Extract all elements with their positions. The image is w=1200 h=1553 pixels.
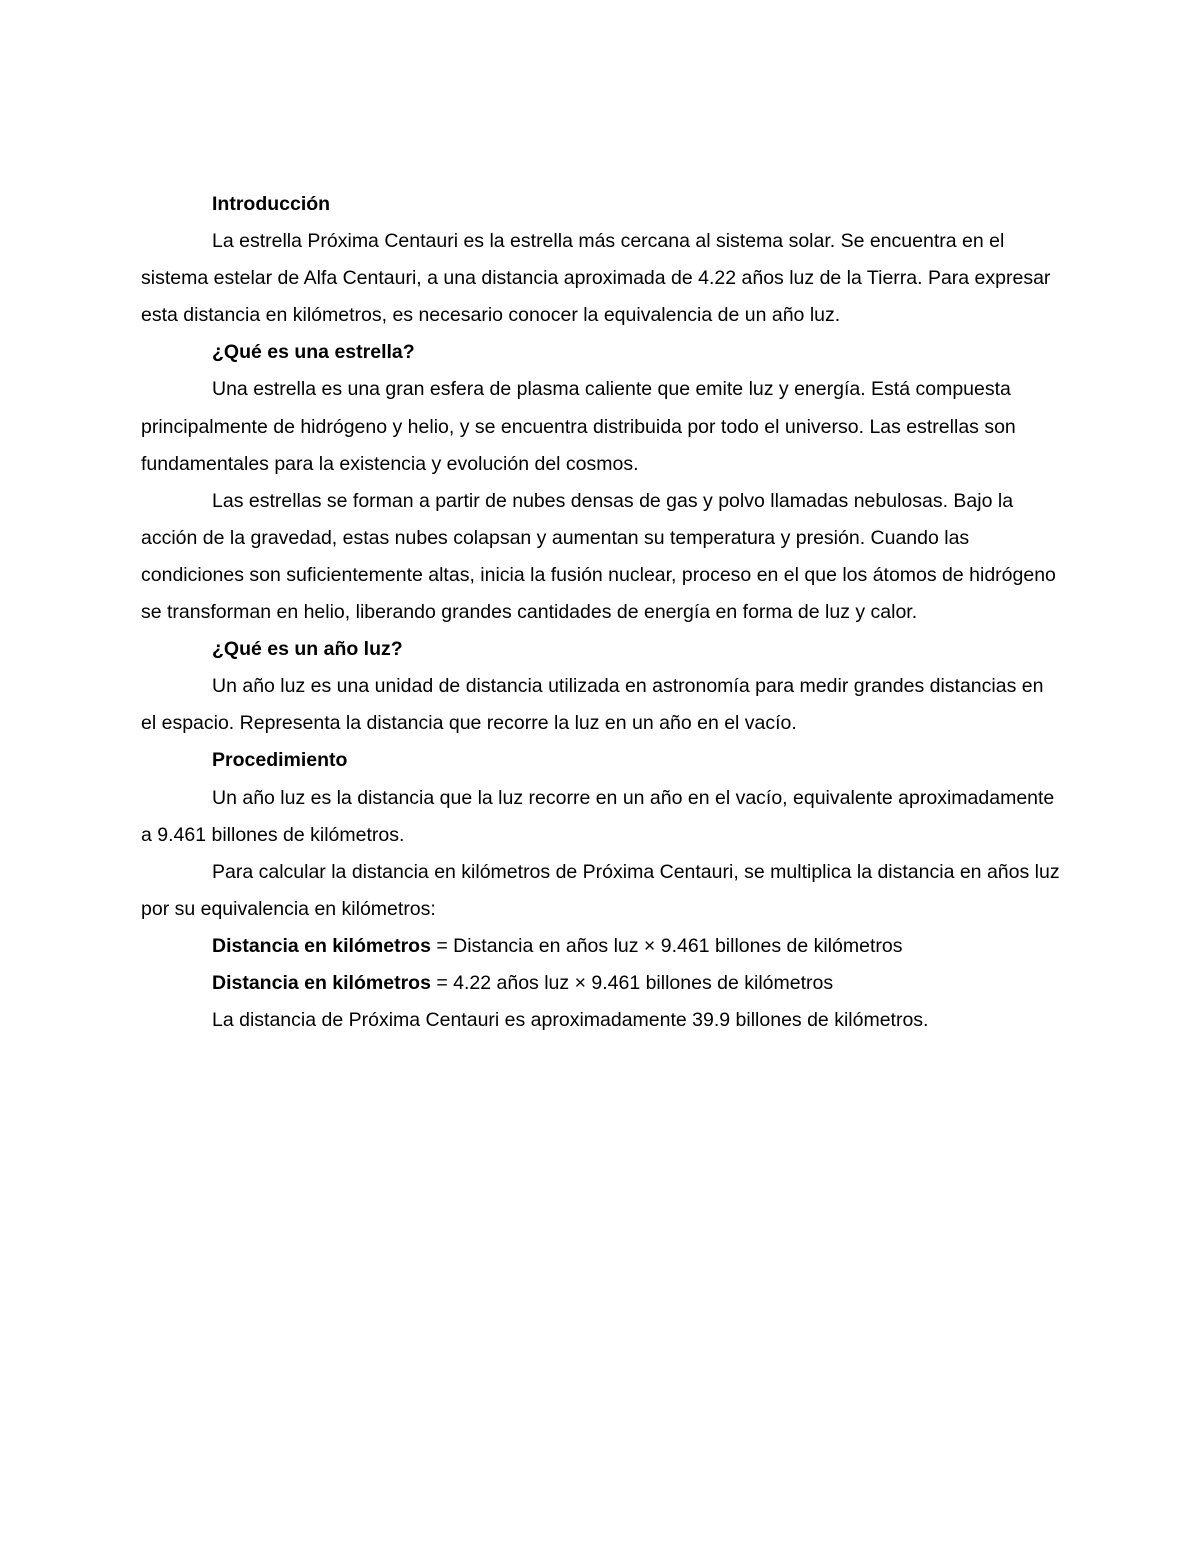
formula-2-expression: = 4.22 años luz × 9.461 billones de kilómetros: [430, 971, 834, 994]
formula-line-2: [141, 965, 1061, 1002]
conclusion-paragraph: La distancia de Próxima Centauri es aproximadamente 39.9 billones de kilómetros.: [212, 1009, 929, 1032]
star-heading: ¿Qué es una estrella?: [212, 341, 415, 364]
procedure-paragraph-2: Para calcular la distancia en kilómetros de Próxima Centauri, se multiplica la distancia en años luz por su equivalencia en kilómetros:: [141, 860, 1060, 920]
star-paragraph-2: Las estrellas se forman a partir de nubes densas de gas y polvo llamadas nebulosas. Bajo la acción de la gravedad, estas nubes colapsan y aumentan su temperatura y presión. Cuando las condiciones son suficientemente altas, inicia la fusión nuclear, proceso en el que los átomos de hidrógeno se transforman en helio, liberando grandes cantidades de energía en forma de luz y calor.: [141, 489, 1056, 624]
formula-2-label: Distancia en kilómetros: [212, 971, 431, 994]
document-page: [141, 186, 1061, 1039]
procedure-paragraph-1: Un año luz es la distancia que la luz recorre en un año en el vacío, equivalente aproximadamente a 9.461 billones de kilómetros.: [141, 786, 1055, 846]
formula-line-1: [141, 928, 1061, 965]
star-paragraph-1: Una estrella es una gran esfera de plasma caliente que emite luz y energía. Está compuesta principalmente de hidrógeno y helio, y se encuentra distribuida por todo el universo. Las estrellas son fundamentales para la existencia y evolución del cosmos.: [141, 378, 1016, 475]
procedure-heading: Procedimiento: [212, 749, 348, 772]
intro-paragraph: La estrella Próxima Centauri es la estrella más cercana al sistema solar. Se encuentra en el sistema estelar de Alfa Centauri, a una distancia aproximada de 4.22 años luz de la Tierra. Para expresar esta distancia en kilómetros, es necesario conocer la equivalencia de un año luz.: [141, 230, 1051, 327]
lightyear-heading: ¿Qué es un año luz?: [212, 638, 403, 661]
formula-1-expression: = Distancia en años luz × 9.461 billones de kilómetros: [430, 934, 903, 957]
intro-heading: Introducción: [212, 193, 331, 215]
lightyear-paragraph: Un año luz es una unidad de distancia utilizada en astronomía para medir grandes distancias en el espacio. Representa la distancia que recorre la luz en un año en el vacío.: [141, 675, 1044, 735]
formula-1-label: Distancia en kilómetros: [212, 934, 431, 957]
